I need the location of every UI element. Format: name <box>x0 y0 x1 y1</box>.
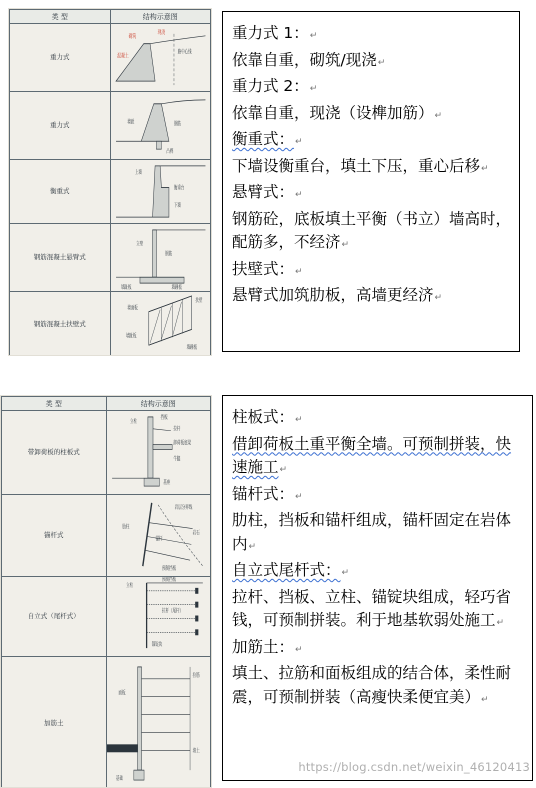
label-rock: 岩石 <box>192 530 200 537</box>
label-cantilever-rebar: 钢筋 <box>164 251 172 258</box>
label-heel-slab: 墙踵板 <box>170 285 182 291</box>
scan-type-self-standing: 自立式（尾杆式） <box>2 577 107 657</box>
note-counterfort-desc: 悬臂式加筑肋板，高墙更经济↵ <box>232 286 443 304</box>
retaining-wall-scan-top <box>8 8 212 356</box>
scan-header-type: 类 型 <box>10 10 111 24</box>
scan-type-balance: 衡重式 <box>10 160 111 224</box>
label-stem: 立壁 <box>135 242 143 249</box>
scan-type-cantilever: 钢筋混凝土悬臂式 <box>10 224 111 292</box>
scan-type-anchor: 锚杆式 <box>2 495 107 577</box>
diagram-counterfort <box>110 292 211 357</box>
label-shear-key: 凸榫 <box>165 149 173 156</box>
note-anchor-desc: 肋柱，挡板和锚杆组成，锚杆固定在岩体内↵ <box>232 511 512 553</box>
note-self-standing-desc: 拉杆、挡板、立柱、锚锭块组成，轻巧省钱，可预制拼装。利于地基软弱处施工↵ <box>232 587 512 629</box>
label-fill: 填土 <box>192 748 200 755</box>
diagram-anchor <box>106 495 211 577</box>
label-foundation: 基础 <box>115 776 123 783</box>
label-pedestal: 基座 <box>162 480 170 487</box>
note-cantilever-title: 悬臂式：↵ <box>232 183 303 201</box>
label-toe-slab: 墙趾板 <box>120 285 131 291</box>
note-counterfort-title: 扶壁式：↵ <box>232 259 303 278</box>
note-gravity-2-title: 重力式 2：↵ <box>232 77 318 95</box>
label-cf-toe-slab: 墙趾板 <box>125 333 136 340</box>
scan-header-diagram-2: 结构示意图 <box>106 397 211 411</box>
diagram-gravity-2 <box>110 92 211 160</box>
diagram-balance-weight <box>110 160 211 224</box>
note-gravity-2-desc: 依靠自重，现浇（设榫加筋）↵ <box>232 103 443 122</box>
note-gravity-1-title: 重力式 1：↵ <box>232 24 318 42</box>
scan-type-column-plate: 带卸荷板的柱板式 <box>2 411 107 495</box>
note-reinforced-earth-title: 加筋土：↵ <box>232 637 303 656</box>
csdn-watermark: https://blog.csdn.net/weixin_46120413 <box>298 760 530 774</box>
label-anchor-block: 锚锭块 <box>151 642 162 649</box>
handwriting-cast: 现浇 <box>157 29 165 37</box>
diagram-reinforced-earth <box>106 657 211 788</box>
scan-type-gravity-2: 重力式 <box>10 92 111 160</box>
diagram-gravity-1 <box>110 24 211 92</box>
handwriting-concrete: 混凝土 <box>116 52 129 60</box>
notes-box-top <box>222 11 520 352</box>
note-column-plate-title: 柱板式：↵ <box>232 408 303 426</box>
label-cf-heel-slab: 墙踵板 <box>186 345 197 352</box>
label-road-center: 路中心线 <box>177 49 192 56</box>
scan-type-counterfort: 钢筋混凝土扶壁式 <box>10 292 111 357</box>
label-rib-column: 肋柱 <box>121 525 129 531</box>
label-column: 立柱 <box>129 419 137 426</box>
note-balance-title: 衡重式：↵ <box>232 130 303 148</box>
note-anchor-title: 锚杆式：↵ <box>232 484 303 503</box>
label-baffle: 挡板 <box>160 415 168 422</box>
retaining-wall-scan-bottom <box>0 395 212 788</box>
scan-header-type-2: 类 型 <box>2 397 107 411</box>
label-upper-wall: 上墙 <box>134 170 142 177</box>
scan-type-gravity-1: 重力式 <box>10 24 111 92</box>
label-precast-plate: 预制挡板 <box>161 566 176 573</box>
label-balance-platform: 衡重台 <box>173 185 184 192</box>
scan-type-reinforced-earth: 加筋土 <box>2 657 107 788</box>
handwriting-masonry: 砌筑 <box>128 33 136 41</box>
label-relief-beam: 卸荷板底梁 <box>172 441 191 447</box>
label-rebar: 钢筋 <box>173 121 181 128</box>
note-balance-desc: 下墙设衡重台，填土下压，重心后移↵ <box>232 156 489 175</box>
label-tie-rod: 拉杆 <box>172 427 180 434</box>
note-reinforced-earth-desc: 填土、拉筋和面板组成的结合体，柔性耐震，可预制拼装（高瘦快柔便宜美）↵ <box>232 664 512 706</box>
label-toe: 墙趾 <box>126 119 134 126</box>
label-lower-wall: 下墙 <box>173 203 181 210</box>
label-ss-column: 立柱 <box>125 583 133 590</box>
label-face-plate: 面板 <box>118 691 126 698</box>
note-self-standing-title: 自立式尾杆式：↵ <box>232 561 350 579</box>
note-column-plate-desc: 借卸荷板土重平衡全墙。可预制拼装，快速施工↵ <box>232 434 512 476</box>
scan-header-diagram: 结构示意图 <box>110 10 211 24</box>
label-corbel: 牛腿 <box>172 456 180 463</box>
diagram-self-standing <box>106 577 211 657</box>
label-reinforcement: 拉筋 <box>192 673 200 680</box>
notes-box-bottom <box>222 395 533 781</box>
label-face-panel: 墙面板 <box>126 306 138 313</box>
label-anchor-rod: 锚杆 <box>155 536 163 543</box>
diagram-cantilever <box>110 224 211 292</box>
diagram-column-plate <box>106 411 211 495</box>
note-cantilever-desc: 钢筋砼，底板填土平衡（书立）墙高时，配筋多，不经济↵ <box>232 209 512 251</box>
label-rock-boundary: 岩层分界线 <box>174 505 192 512</box>
label-ss-tail-rod: 拉杆（尾杆） <box>161 608 183 615</box>
label-counterfort: 扶壁 <box>194 298 202 305</box>
note-gravity-1-desc: 依靠自重，砌筑/现浇↵ <box>232 50 386 69</box>
label-ss-precast-plate: 预制挡板 <box>161 577 176 584</box>
